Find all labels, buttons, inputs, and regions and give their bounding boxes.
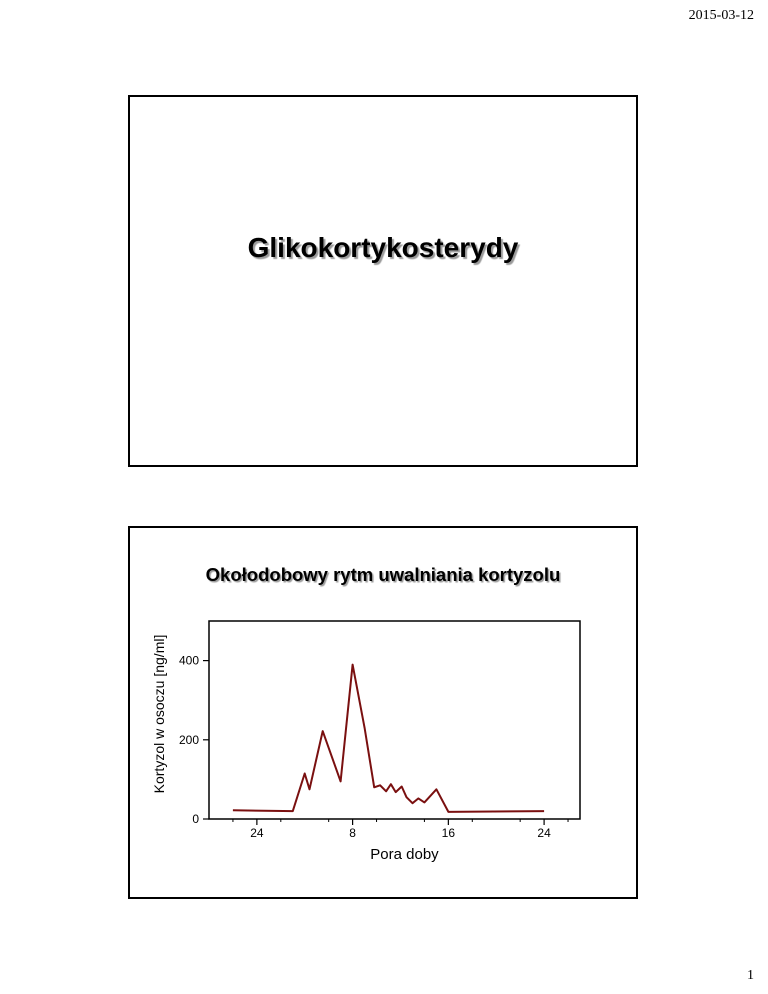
x-tick-label: 8 bbox=[349, 826, 356, 840]
slide-2 bbox=[128, 526, 638, 899]
y-tick-label: 200 bbox=[178, 732, 199, 747]
header-date: 2015-03-12 bbox=[688, 8, 754, 23]
page-number: 1 bbox=[747, 968, 754, 983]
cortisol-chart bbox=[130, 528, 636, 897]
cortisol-series-line bbox=[233, 665, 544, 812]
x-tick-label: 24 bbox=[250, 826, 264, 840]
x-tick-label: 24 bbox=[537, 826, 551, 840]
slide-title: Glikokortykosterydy bbox=[247, 232, 519, 263]
y-axis-label: Kortyzol w osoczu [ng/ml] bbox=[151, 634, 167, 794]
x-axis-label: Pora doby bbox=[370, 846, 439, 863]
slide-title: Okołodobowy rytm uwalniania kortyzolu bbox=[205, 564, 561, 585]
slide-1 bbox=[128, 95, 638, 467]
y-tick-label: 0 bbox=[192, 812, 199, 826]
x-tick-label: 16 bbox=[441, 826, 456, 840]
y-tick-label: 400 bbox=[178, 653, 199, 668]
